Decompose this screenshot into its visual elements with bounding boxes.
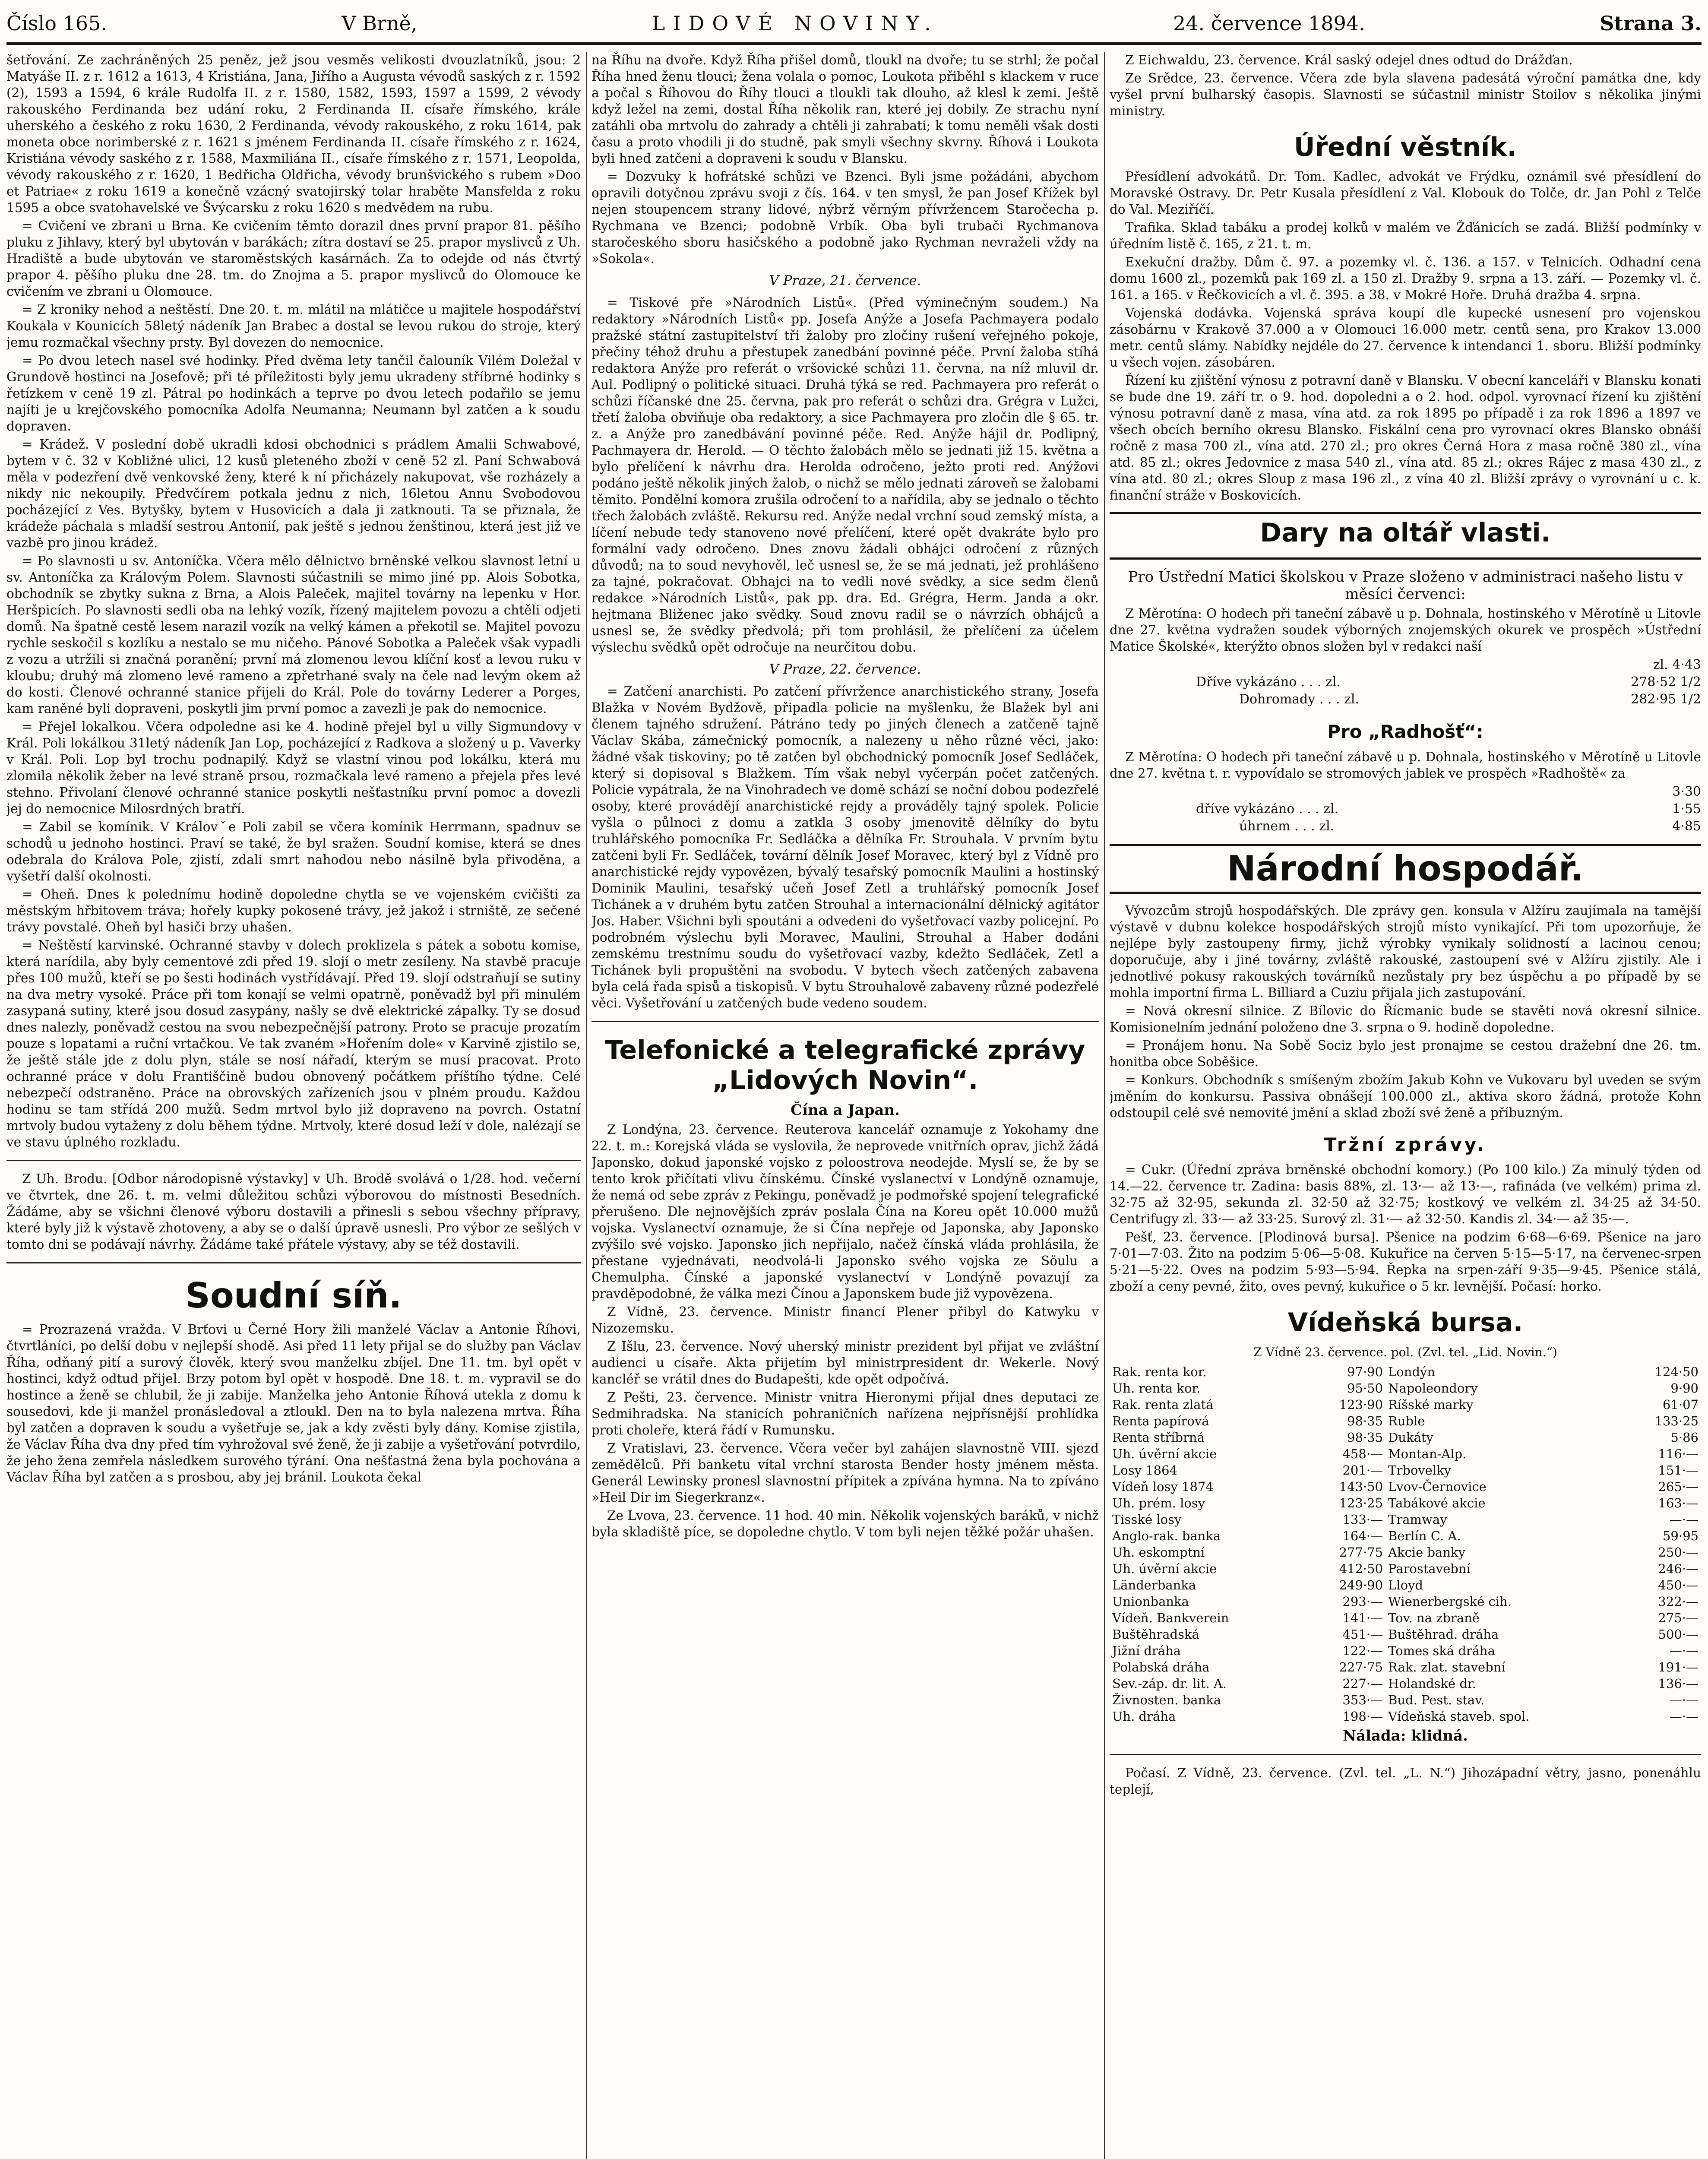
bourse-row <box>1110 1462 1701 1478</box>
bourse-value: 450·— <box>1658 1578 1699 1592</box>
weather-report: Počasí. Z Vídně, 23. července. (Zvl. tel. „L. N.“) Jihozápadní větry, jasno, ponenáhlu teplejí, <box>1110 1766 1701 1797</box>
bourse-item: Uh. úvěrní akcie <box>1112 1447 1217 1461</box>
bourse-item: Vídeň. Bankverein <box>1112 1611 1229 1625</box>
bourse-row <box>1110 1593 1701 1610</box>
bourse-item: Londýn <box>1388 1364 1436 1379</box>
article-theft: = Krádež. V poslední době ukradli kdosi obchodnici s prádlem Amalii Schwabové, bytem v č. 32 v Kobližné ulici, 12 kusů pleteného zboží v ceně 52 zl. Paní Schwabová měla v podezření dvě venkovské ženy, které k ní přicházely nakupovat, vše rozházely a nikdy nic nekoupily. Předvčírem potkala jednu z nich, 16letou Annu Svobodovou pocházející z Ves. Bytyšky, bytem v Husovicích a dala ji zatknouti. Ta se přiznala, že krádeže páchala s mladší sestrou Antonií, pak ještě s jednou ženštinou, která jest již ve vazbě pro jinou krádež. <box>6 437 581 550</box>
bourse-subtitle: Z Vídně 23. července. pol. (Zvl. tel. „Lid. Novin.“) <box>1253 1345 1557 1359</box>
market-sugar: = Cukr. (Úřední zpráva brněnské obchodní komory.) (Po 100 kilo.) Za minulý týden od 14.—22. července tr. Zadina: basis 88%, zl. 13·— až 13·—, rafináda (ve velkém) prima zl. 32·75 až 32·95, sekunda zl. 32·50 až 32·75; kostkový ve velkém zl. 34·25 až 34·50. Centrifugy zl. 33·— až 33·25. Surový zl. 31·— až 32·50. Kandis zl. 34·— až 35·—. <box>1110 1162 1701 1226</box>
bourse-item: Lloyd <box>1388 1578 1423 1592</box>
bourse-item: Anglo-rak. banka <box>1112 1529 1221 1543</box>
bourse-item: Rak. renta zlatá <box>1112 1397 1214 1412</box>
bourse-value: 458·— <box>1342 1447 1383 1461</box>
bourse-item: Wienerbergské cih. <box>1388 1594 1512 1609</box>
bourse-item: Ruble <box>1388 1414 1425 1428</box>
bourse-value: 133·— <box>1342 1512 1383 1527</box>
bourse-item: Tabákové akcie <box>1388 1496 1486 1510</box>
bourse-item: Ríšské marky <box>1388 1397 1474 1412</box>
article-found-watch: = Po dvou letech nasel své hodinky. Před dvěma lety tančil čalouník Vilém Doležal v Grundově hostinci na Josefově; při té příležitosti byly jemu ukradeny stříbrné hodinky s řetízkem v ceně 19 zl. Pátral po hodinkách a teprve po dvou letech podařilo se jemu najíti je u krejčovského pomocníka Adolfa Neumanna; Neumann byl zatčen a k soudu dopraven. <box>6 353 581 434</box>
bourse-value: 136·— <box>1658 1676 1699 1691</box>
donation-previous: 1·55 <box>1672 801 1701 817</box>
section-title-donations: Dary na oltář vlasti. <box>1260 518 1551 548</box>
bourse-table <box>1110 1364 1701 1725</box>
donation-row <box>1110 783 1701 801</box>
place: V Brně, <box>342 12 418 35</box>
bourse-item: Buštěhradská <box>1112 1627 1199 1642</box>
article-coins: šetřování. Ze zachráněných 25 peněz, jež jsou vesměs velikosti dvouzlatníků, jsou: 2 Matyáše II. z r. 1612 a 1613, 4 Kristiána, Jana, Jiřího a Augusta vévodů saských z r. 1592 (2), 1593 a 1594, 6 krále Rudolfa II. z r. 1580, 1582, 1593, 1597 a 1599, 2 vévody rakouského Ferdinanda bez udání roku, 2 Ferdinanda II. císaře římského, krále uherského a českého z roku 1630, 2 Ferdinanda, vévody rakouského, z roku 1614, pak moneta obce norimberské z r. 1621 s jménem Ferdinanda II. císaře římského z r. 1624, Kristiána vévody saského z r. 1588, Maxmiliána II., císaře římského z r. 1571, Leopolda, vévody rakouského z r. 1620, 1 Bedřicha Oldřicha, vévody brunšvického s rubem »Doo et Patriae« z roku 1619 a konečně vzácný svatojirský tolar hraběte Mansfelda z roku 1595 a obce svatohavelské ve Švýcarsku z roku 1620 s medvědem na rubu. <box>6 53 581 215</box>
market-pest: Pešť, 23. července. [Plodinová bursa]. Pšenice na podzim 6·68—6·69. Pšenice na jaro 7·01—7·03. Žito na podzim 5·06—5·08. Kukuřice na červen 5·15—5·17, na červenec-srpen 5·21—5·22. Oves na podzim 5·93—5·94. Řepka na srpen-září 9·35—9·45. Pšenice stálá, zboží a ceny pevné, žito, oves pevný, kukuřice o 5 kr. levnější. Počasí: horko. <box>1110 1230 1701 1294</box>
column-divider <box>1104 52 1105 2159</box>
issue-date: 24. července 1894. <box>1173 12 1365 35</box>
bourse-item: Tisské losy <box>1112 1512 1182 1527</box>
column-2 <box>591 52 1099 2159</box>
bourse-value: 123·25 <box>1339 1496 1383 1510</box>
bourse-item: Dukáty <box>1388 1430 1433 1445</box>
bourse-item: Holandské dr. <box>1388 1676 1476 1691</box>
bourse-value: 98·35 <box>1347 1414 1383 1428</box>
bourse-item: Tomes ská dráha <box>1388 1643 1496 1658</box>
bourse-value: —·— <box>1669 1643 1699 1658</box>
bourse-row <box>1110 1561 1701 1577</box>
column-divider <box>586 52 587 2159</box>
bourse-row <box>1110 1659 1701 1675</box>
bourse-value: 61·07 <box>1662 1397 1699 1412</box>
bourse-value: 59·95 <box>1662 1529 1699 1543</box>
article-machines: Vývozcům strojů hospodářských. Dle zprávy gen. konsula v Alžíru zaujímala na tamější výstavě v dubnu kolekce hospodářských strojů místo vynikající. Při tom upozorňuje, že nejlépe byly zastoupeny firmy, jichž výrobky vynikaly solidností a lacinou cenou; doporučuje, aby i jiné továrny, zvláště rakouské, zastoupení své v Alžíru zjistily. Ale i jednotlivé pokusy rakouských továrníků nezůstaly pry bez úspěchu a po případě by se mohla importní firma L. Billiard a Cuziu přijala jich zastupování. <box>1110 903 1701 1000</box>
section-divider <box>6 1160 581 1161</box>
bourse-value: 5·86 <box>1670 1430 1699 1445</box>
bourse-value: 98·35 <box>1347 1430 1383 1445</box>
article-accidents: = Z kroniky nehod a neštěstí. Dne 20. t. m. mlátil na mlátičce u majitele hospodářství Koukala v Kounicích 58letý nádeník Jan Brabec a dostal se levou rukou do stroje, který jemu rozmačkal všechny prsty. Byl dovezen do nemocnice. <box>6 302 581 350</box>
donation-total: 4·85 <box>1672 819 1701 834</box>
economy-box <box>1110 844 1701 894</box>
section-title-market: Tržní zprávy. <box>1324 1134 1487 1155</box>
bourse-value: 124·50 <box>1654 1364 1699 1379</box>
notice-advocates: Přesídlení advokátů. Dr. Tom. Kadlec, advokát ve Frýdku, oznámil své přesídlení do Moravské Ostravy. Dr. Petr Kusala přesídlení z Val. Klobouk do Tolče, dr. Jan Pohl z Telče do Val. Meziříčí. <box>1110 169 1701 217</box>
bourse-item: Lvov-Černovice <box>1388 1479 1487 1494</box>
bourse-value: 198·— <box>1342 1709 1383 1724</box>
bourse-row <box>1110 1708 1701 1725</box>
bourse-value: —·— <box>1669 1693 1699 1707</box>
bourse-row <box>1110 1577 1701 1593</box>
bourse-row <box>1110 1364 1701 1380</box>
news-wroclaw: Z Vratislavi, 23. července. Včera večer byl zahájen slavnostně VIII. sjezd zemědělců. Při banketu vítal vrchní starosta Bender hosty jménem města. Generál Lewinsky pronesl slavnostní přípitek a zpívána hymna. Na to zpíváno »Heil Dir im Siegerkranz«. <box>591 1441 1099 1505</box>
bourse-item: Uh. renta kor. <box>1112 1381 1201 1396</box>
bourse-row <box>1110 1643 1701 1659</box>
section-title-bourse: Vídeňská bursa. <box>1287 1307 1523 1338</box>
bourse-item: Länderbanka <box>1112 1578 1196 1592</box>
donations-box <box>1110 512 1701 560</box>
donation-row: dříve vykázáno . . . zl. 1·55 <box>1110 801 1701 818</box>
bourse-value: 227·75 <box>1339 1660 1383 1675</box>
bourse-value: 97·90 <box>1347 1364 1383 1379</box>
article-uh-brod: Z Uh. Brodu. [Odbor národopisné výstavky] v Uh. Brodě svolává o 1/28. hod. večerní ve čtvrtek, dne 26. t. m. velmi důležitou schůzi výborovou do místnosti Besedních. Žádáme, aby se všichni členové výboru dostavili a přinesli s sebou všechny přípravy, které byly již k výstavě zhotoveny, a aby se o další úpravě usnesli. Pro výbor ze sešlých v tomto dni se podávají návrhy. Žádáme také přátele výstavy, aby se též dostavili. <box>6 1171 581 1252</box>
bourse-row <box>1110 1544 1701 1561</box>
bourse-value: 123·90 <box>1339 1397 1383 1412</box>
bourse-value: 201·— <box>1342 1463 1383 1478</box>
donation-row: zl. 4·43 <box>1653 657 1701 672</box>
bourse-item: Tramway <box>1388 1512 1447 1527</box>
article-fire: = Oheň. Dnes k polednímu hodině dopoledne chytla se ve vojenském cvičišti za městským hřbitovem tráva; hořely kupky pokosené trávy, jež jakož i strniště, ze sečené trávy povstalé. Oheň byl hasiči brzy uhašen. <box>6 887 581 934</box>
news-vienna: Z Vídně, 23. července. Ministr financí Plener přibyl do Katwyku v Nizozemsku. <box>591 1304 1099 1336</box>
page-header <box>6 9 1702 38</box>
donation-amount: 4·43 <box>1672 657 1701 672</box>
section-divider <box>6 1262 581 1263</box>
bourse-value: 322·— <box>1658 1594 1699 1609</box>
bourse-item: Živnosten. banka <box>1112 1693 1221 1707</box>
article-hunting: = Pronájem honu. Na Sobě Sociz bylo jest pronajme se cestou dražební dne 26. tm. honitba obce Soběšice. <box>1110 1038 1701 1069</box>
article-bzenec: = Dozvuky k hofrátské schůzi ve Bzenci. Byli jsme požádáni, abychom opravili dotyčnou zprávu svoji z čís. 164. v ten smysl, že pan Josef Křížek byl nejen stoupencem strany lidové, nýbrž věrným přívržencem Staročecha p. Rychmana ve Bzenci; podobně Vrbík. Oba byli trubači Rychmanova staročeského sboru hasičského a podobně jako Rychman nevraželi vždy na »Sokola«. <box>591 169 1099 266</box>
bourse-item: Akcie banky <box>1388 1545 1465 1560</box>
bourse-row <box>1110 1626 1701 1643</box>
article-murder-cont: na Říhu na dvoře. Když Říha přišel domů, tloukl na dvoře; tu se strhl; že počal Říha hned ženu tlouci; žena volala o pomoc, Loukota přiběhl s klackem v ruce a počal s Říhovou do Říhy tlouci a tloukli tak dlouho, až klesl k zemi. Ještě když ležel na zemi, dostal Říha několik ran, které jej dobily. Ze strachu nyní zatáhli oba mrtvolu do zahrady a chtěli ji zahrabati; k tomu neměli však dosti času a proto vhodili ji do studně, pak smyli všechny skvrny. Říhová i Loukota byli hned zatčeni a dopraveni k soudu v Blansku. <box>591 53 1099 166</box>
article-antonicek: = Po slavnosti u sv. Antoníčka. Včera mělo dělnictvo brněnské velkou slavnost letní u sv. Antoníčka za Královým Polem. Slavnosti súčastnili se mimo jiné pp. Alois Sobotka, obchodník se zbytky sukna z Brna, a Alois Paleček, majitel továrny na lepenku v Hor. Heršpicích. Po slavnosti sedli oba na lehký vozík, řízený majitelem povozu a chtěli odjeti domů. Na špatně cestě lesem narazil vozík na velký kámen a překotil se. Majitel povozu rychle seskočil s kozlíku a nestalo se mu ničeho. Pánové Sobotka a Paleček však vypadli z vozu a utržili si značná poranění; první má zlomenou levou klíční kosť a levou ruku v kloubu; druhý má zlomeno levé rameno a zpřetrhané svaly na čele nad levým okem až do kosti. Členové ochranné stanice přijeli do Král. Pole do továrny Lederer a Porges, kam raněné byli dopraveni, poskytli jim první pomoc a zavezli je pak do nemocnice. <box>6 554 581 716</box>
bourse-row <box>1110 1511 1701 1528</box>
bourse-value: 500·— <box>1658 1627 1699 1642</box>
page-number: Strana 3. <box>1600 12 1702 35</box>
news-sofia: Ze Srědce, 23. července. Včera zde byla slavena padesátá výroční památka dne, kdy vyšel první bulharský časopis. Slavnosti se súčastnil ministr Stoilov s několika jinými ministry. <box>1110 71 1701 118</box>
article-road: = Nová okresní silnice. Z Bílovic do Řícmanic bude se stavěti nová okresní silnice. Komisionelním jednání položeno dne 3. srpna o 9. hodině dopoledne. <box>1110 1004 1701 1035</box>
article-military-exercise: = Cvičení ve zbrani u Brna. Ke cvičením těmto dorazil dnes první prapor 81. pěšího pluku z Jihlavy, který byl ubytován v barákách; zítra dostaví se 25. prapor myslivců z Uh. Hradiště a bude ubytován ve staroměstských kasárnách. Za to odejde od nás čtvrtý prapor 4. pěšího pluku dne 28. tm. do Znojma a 5. prapor myslivců do Olomouce ke cvičením ve zbrani u Olomouce. <box>6 218 581 299</box>
bourse-item: Unionbanka <box>1112 1594 1189 1609</box>
news-ischl: Z Išlu, 23. července. Nový uherský ministr prezident byl přijat ve zvláštní audienci u císaře. Akta přijetím byl ministrpresident dr. Wekerle. Nový kancléř se vrátil dnes do Budapešti, kde opět odpočívá. <box>591 1339 1099 1387</box>
bourse-value: 163·— <box>1658 1496 1699 1510</box>
bourse-item: Jižní dráha <box>1112 1643 1181 1658</box>
bourse-item: Uh. prém. losy <box>1112 1496 1205 1510</box>
bourse-row <box>1110 1528 1701 1544</box>
masthead-title: LIDOVÉ NOVINY. <box>652 12 939 35</box>
dateline: V Praze, 21. července. <box>769 273 921 288</box>
donation-row: Dříve vykázáno . . . zl. 278·52 1/2 <box>1110 674 1701 691</box>
dateline: V Praze, 22. července. <box>769 662 921 677</box>
bourse-value: 249·90 <box>1339 1578 1383 1592</box>
bourse-row <box>1110 1429 1701 1446</box>
bourse-item: Rak. renta kor. <box>1112 1364 1207 1379</box>
bourse-row <box>1110 1478 1701 1495</box>
bourse-value: 95·50 <box>1347 1381 1383 1396</box>
bourse-item: Uh. eskomptní <box>1112 1545 1205 1560</box>
donation-row: úhrnem . . . zl. 4·85 <box>1110 818 1701 835</box>
bourse-value: —·— <box>1669 1512 1699 1527</box>
bourse-item: Buštěhrad. dráha <box>1388 1627 1499 1642</box>
bourse-item: Polabská dráha <box>1112 1660 1210 1675</box>
news-lviv: Ze Lvova, 23. července. 11 hod. 40 min. Několik vojenských baráků, v nichž byla skladiště píce, se dopoledne chytlo. V tom byli nejen těžké požár uhašen. <box>591 1508 1099 1539</box>
bourse-item: Renta stříbrná <box>1112 1430 1205 1445</box>
bourse-value: 246·— <box>1658 1561 1699 1576</box>
bourse-value: 265·— <box>1658 1479 1699 1494</box>
bourse-row <box>1110 1446 1701 1462</box>
news-eichwald: Z Eichwaldu, 23. července. Král saský odejel dnes odtud do Drážďan. <box>1125 53 1573 67</box>
article-chimney-sweep: = Zabil se komínik. V Královˇe Poli zabil se včera komínik Herrmann, spadnuv se schodů u jednoho hostinci. Praví se také, že byl sražen. Soudní komise, která se dnes odebrala do Králova Pole, zjistí, zdali smrt nahodou nebo násilně byla přivoděna, a vyšetří další okolnosti. <box>6 820 581 883</box>
bourse-value: 133·25 <box>1654 1414 1699 1428</box>
bourse-value: 275·— <box>1658 1611 1699 1625</box>
bourse-item: Vídeň losy 1874 <box>1112 1479 1214 1494</box>
bourse-item: Uh. úvěrní akcie <box>1112 1561 1217 1576</box>
bourse-item: Sev.-záp. dr. lit. A. <box>1112 1676 1227 1691</box>
bourse-value: 9·90 <box>1670 1381 1699 1396</box>
bourse-value: 277·75 <box>1339 1545 1383 1560</box>
column-1 <box>6 52 581 2159</box>
bourse-row <box>1110 1396 1701 1413</box>
notice-auctions: Exekuční dražby. Dům č. 97. a pozemky vl. č. 136. a 157. v Telnicích. Odhadní cena domu 1600 zl., pozemků pak 169 zl. a 150 zl. Dražby 9. srpna a 13. září. — Pozemky vl. č. 161. a 165. v Řečkovicích a vl. č. 395. a 38. v Mokré Hoře. Druhá dražba 4. srpna. <box>1110 255 1701 302</box>
bourse-item: Trbovelky <box>1388 1463 1452 1478</box>
bourse-row <box>1110 1692 1701 1708</box>
bourse-value: 122·— <box>1342 1643 1383 1658</box>
bourse-item: Montan-Alp. <box>1388 1447 1467 1461</box>
section-divider <box>1110 1754 1701 1755</box>
bourse-row <box>1110 1675 1701 1692</box>
article-narodni-listy: = Tiskové pře »Národních Listů«. (Před výminečným soudem.) Na redaktory »Národních Listů« pp. Josefa Anýže a Josefa Pachmayera podalo pražské státní zastupitelství tři žaloby pro zločiny rušení veřejného pokoje, přečiny téhož druhu a přestupek zanedbání povinné péče. První žaloba stíhá redaktora Anýže pro referát o vršovické schůzi 11. června, na níž mluvil dr. Aul. Podlipný o politické situaci. Druhá týká se red. Pachmayera pro referát o schůzi říčanské dne 25. června, pak pro referát o schůzi dra. Grégra v Lužci, třetí žaloba obviňuje oba redaktory, a sice Pachmayera pro zločin dle § 65. tr. z. a Anýže pro zanedbávání povinné péče. Red. Anýže hájil dr. Podlipný, Pachmayera dr. Herold. — O těchto žalobách mělo se jednati již 15. května a bylo přelíčení k návrhu dra. Herolda odročeno, ježto proti red. Anýžovi podáno ještě několik jiných žalob, o nichž se mělo jednati zároveň se žalobami těmito. Pondělní komora zrušila odročení to a nařídila, aby se jednalo o těchto třech žalobách zvláště. Rekursu red. Anýže nedal vrchní soud zemský místa, a líčení nebude tedy stanoveno nové přelíčení, které opět dvakráte bylo pro formální vady odročeno. Dnes znovu žádali obhájci odročení z různých důvodů; na to soud nevyhověl, leč usnesl se, že se má jednati, jež prohlášeno za tajné, pokračovat. Obhajci na to vedli nové svědky, a sice sedm členů redakce »Národních Listů«, pak pp. dra. Ed. Grégra, Herm. Janda a okr. hejtmana Bliženec jako svědky. Soud znovu radil se o návrzích obhájců a usnesl se, že svědky předvolá; při tom prohlásil, že přelíčení za účelem výslechu svědků opět odročuje na neurčitou dobu. <box>591 295 1099 655</box>
bourse-item: Bud. Pest. stav. <box>1388 1693 1485 1707</box>
article-bankruptcy: = Konkurs. Obchodník s smíšeným zbožím Jakub Kohn ve Vukovaru byl uveden se svým jměním do konkursu. Passiva obnášejí 100.000 zl., aktiva skoro žádná, protože Kohn odstoupil celé své nemovité jmění a sklad zboží své ženě a příbuzným. <box>1110 1073 1701 1120</box>
bourse-value: 412·50 <box>1339 1561 1383 1576</box>
bourse-item: Vídeňská staveb. spol. <box>1388 1709 1530 1724</box>
issue-number: Číslo 165. <box>6 12 107 35</box>
bourse-value: 227·— <box>1342 1676 1383 1691</box>
bourse-item: Tov. na zbraně <box>1388 1611 1480 1625</box>
bourse-row <box>1110 1610 1701 1626</box>
bourse-item: Losy 1864 <box>1112 1463 1178 1478</box>
donations-intro: Pro Ústřední Matici školskou v Praze složeno v administraci našeho listu v měsíci červenci: <box>1128 568 1683 603</box>
bourse-value: 143·50 <box>1339 1479 1383 1494</box>
bourse-item: Napoleondory <box>1388 1381 1478 1396</box>
section-divider <box>591 1021 1099 1022</box>
donation-radhost: Z Měrotína: O hodech při taneční zábavě u p. Dohnala, hostinského v Měrotíně u Litovle dne 27. května t. r. vypovídalo se stromových jablek ve prospěch »Radhoště« za <box>1110 750 1701 781</box>
bourse-value: 293·— <box>1342 1594 1383 1609</box>
bourse-row <box>1110 1380 1701 1396</box>
bourse-item: Rak. zlat. stavební <box>1388 1660 1506 1675</box>
donation-row: Dohromady . . . zl. 282·95 1/2 <box>1110 691 1701 708</box>
bourse-value: 164·— <box>1342 1529 1383 1543</box>
section-title-telegraph: Telefonické a telegrafické zprávy „Lidových Novin“. <box>605 1035 1085 1095</box>
donation-previous: 278·52 1/2 <box>1631 674 1701 690</box>
bourse-value: —·— <box>1669 1709 1699 1724</box>
bourse-item: Renta papírová <box>1112 1414 1209 1428</box>
donation-merotin: Z Měrotína: O hodech při taneční zábavě u p. Dohnala, hostinského v Měrotíně u Litovle dne 27. května vydražen soudek výborných znojemských okurek ve prospěch »Ústřední Matice Školské«, kterýžto obnos složen byl v redakci naší <box>1110 606 1701 654</box>
bourse-item: Uh. dráha <box>1112 1709 1176 1724</box>
bourse-value: 116·— <box>1658 1447 1699 1461</box>
bourse-value: 191·— <box>1658 1660 1699 1675</box>
bourse-item: Berlín C. A. <box>1388 1529 1461 1543</box>
section-title-radhost: Pro „Radhošť“: <box>1327 721 1483 742</box>
article-karvina: = Neštěstí karvinské. Ochranné stavby v dolech proklizela s pátek a sobotu komise, která narídila, aby byly cementové zdi před 19. slojí o metr zesíleny. Na stavbě pracuje přes 100 mužů, kteří se po šesti hodinách vystřídávají. Před 19. slojí odstraňují se sutiny na dva metry vysoké. Práce při tom konají se velmi opatrně, poněvadž byl při minulém zasypaná sutiny, které jsou dosud zasypány, našly se dvě elektrické zápalky. Ty se dosud dnes nalezly, poněvadž cestou na svou nebezpečnější patrony. Proto se pracuje prozatím pouze s lopatami a ruční vrtačkou. Ve tak zvaném »Hořením dole« v Karvině zjistilo se, že ještě stále jde z dolu plyn, stále se nosí nářadí, kterým se musí pracovat. Proto ochranné práce v dolu Františčině budou obnovený počátkem příštího týdne. Celé nebezpečí odstraněno. Práce na obrovských zařízeních jsou v plném proudu. Každou hodinu se tam střídá 200 mužů. Sedm mrtvol bylo již dopraveno na povrch. Ostatní mrtvoly budou vytaženy z dolu během týdne. Mrtvoly, které dosud leží v dole, nalézají se ve stavu úplného rozkladu. <box>6 938 581 1149</box>
section-subtitle: Čína a Japan. <box>791 1102 900 1119</box>
notice-military-supply: Vojenská dodávka. Vojenská správa koupí dle kupecké usnesení pro vojenskou zásobárnu v Krakově 37.000 a v Olomouci 16.000 metr. centů sena, pro Krakov 13.000 metr. centů slámy. Nabídky nejdéle do 27. července k intendanci 1. sboru. Bližší podmínky u všech vojen. zásobáren. <box>1110 306 1701 370</box>
notice-trafika: Trafika. Sklad tabáku a prodej kolků v malém ve Žďánicích se zadá. Bližší podmínky v úředním listě č. 165, z 21. t. m. <box>1110 220 1701 251</box>
notice-blansko-tax: Řízení ku zjištění výnosu z potravní daně v Blansku. V obecní kanceláři v Blansku konati se bude dne 19. září tr. o 9. hod. dopoledni a o 2. hod. odpol. vyrovnací řízení ku zjištění výnosu potravní daně z masa, vína atd. za rok 1895 po případě i za rok 1896 a 1897 ve všech obcích berního okresu Blansko. Fiskální cena pro vyrovnací okres Blansko obnáší ročně z masa 700 zl., vína atd. 270 zl.; pro okres Černá Hora z masa ročně 380 zl., vína atd. 85 zl.; okres Jedovnice z masa 540 zl., vína atd. 85 zl.; okres Rájec z masa 430 zl., z vína atd. 80 zl.; okres Sloup z masa 196 zl., z vína 40 zl. Bližší zprávy o vyrovnání u c. k. finanční stráže v Boskovicích. <box>1110 373 1701 503</box>
bourse-value: 250·— <box>1658 1545 1699 1560</box>
bourse-item: Parostavební <box>1388 1561 1471 1576</box>
bourse-value: 451·— <box>1342 1627 1383 1642</box>
column-3 <box>1110 52 1701 2159</box>
article-anarchists: = Zatčení anarchisti. Po zatčení přívržence anarchistického strany, Josefa Blažka v Novém Bydžově, připadla policie na myšlenku, že Blažek byl ani členem tajného sdružení. Pátráno tedy po jiných členech a zatčeně tajně Václav Skába, zámečnický pomocník, a nalezeny u něho různé věci, jako: žádné však tiskoviny; po tě zatčen byl obchodnický pomocník Josef Sedláček, který si dopisoval s Blažkem. Tím však nebyl vyčerpán počet zatčených. Policie vypátrala, že na Vinohradech ve domě schází se noční dobou podezřelé osoby, které provádějí anarchistické rejdy a prováděly tajný spolek. Policie vyšla o půlnoci z domu a zatkla 3 osoby jmenovitě dělníky do bytu truhlářského pomocníka Fr. Sedláčka a dělníka Fr. Strouhala. V prvním bytu zatčeni byli Fr. Sedláček, tovární dělník Josef Moravec, který byl z Vídně pro anarchistické rejdy vypovězen, bývalý tesařský pomocník Maulini a hostinský Dominik Maulini, tesařský učeň Josef Zetl a truhlářský pomocník Josef Tichánek a v druhém bytu zatčen Strouhal a internacionální dělnický agitátor Jos. Haber. Všichni byli spoutáni a odvedeni do vyšetřovací vazby policejní. Po podrobném výslechu byli Moravec, Maulini, Strouhal a Haber dodáni zemskému trestnímu soudu do vyšetřovací vazby, kdežto Sedláček, Zetl a Tichánek byli propuštěni na svobodu. V bytech všech zatčených zabavena byla celá řada spisů a tiskopisů. V bytu Strouhalově zabaveny různé podezřelé věci. Vyšetřování u zatčených bude vedeno soudem. <box>591 684 1099 1010</box>
bourse-value: 151·— <box>1658 1463 1699 1478</box>
header-rule <box>6 42 1702 45</box>
article-local-train: = Přejel lokalkou. Včera odpoledne asi ke 4. hodině přejel byl u villy Sigmundovy v Král. Poli lokálkou 31letý nádeník Jan Lop, pocházející z Radkova a složený u p. Vaverky v Král. Poli. Lop byl trochu podnapilý. Když se vlastní vinou pod lokálku, která mu zlomila několik žeber na levé straně prsou, rozmačkala levé rameno a přejela přes levé stehno. Přivolaní členové ochranné stanice poskytli nešťastníku první pomoc a dovezli jej do nemocnice Milosrdných bratří. <box>6 719 581 816</box>
news-london: Z Londýna, 23. července. Reuterova kancelář oznamuje z Yokohamy dne 22. t. m.: Korejská vláda se vyslovila, že neprovede vnitřních oprav, jichž žádá Japonsko, dokud japonské vojsko z poloostrova neodejde. Myslí se, že by se tento krok přičítati vlivu čínskému. Čínské vyslanectví v Londýně oznamuje, že nemá od sebe zpráv z Pekingu, poněvadž je podmořské spojení telegrafické přerušeno. Dle nejnovějších zpráv poslala Čína na Koreu opět 10.000 mužů vojska. Vyslanectví oznamuje, že si Čína nepřeje od Japonska, aby Japonsko zvýšilo své vojsko. Japonsko jich nepřijalo, načež čínská vláda prohlásila, že přestane vyjednávati, neodvolá-li Japonsko svého vojska ze Söulu a Chemulpha. Čínské a japonské vyslanectví v Londýně povazují za pravděpodobné, že válka mezi Čínou a Japonskem bude již vypovězena. <box>591 1122 1099 1301</box>
bourse-value: 141·— <box>1342 1611 1383 1625</box>
section-title-economy: Národní hospodář. <box>1227 848 1584 889</box>
bourse-value: 353·— <box>1342 1693 1383 1707</box>
section-title-official: Úřední věstník. <box>1294 132 1517 162</box>
bourse-row <box>1110 1495 1701 1511</box>
section-title-court: Soudní síň. <box>185 1276 402 1316</box>
news-pest: Z Pešti, 23. července. Ministr vnitra Hieronymi přijal dnes deputaci ze Sedmihradska. Na stanicích pohraničních nařízena nejpřísnější prohlídka proti choleře, která řádí v Rumunsku. <box>591 1390 1099 1437</box>
donation-amount: 3·30 <box>1672 784 1701 799</box>
bourse-row <box>1110 1413 1701 1429</box>
bourse-mood: Nálada: klidná. <box>1343 1727 1468 1744</box>
article-murder: = Prozrazená vražda. V Brťovi u Černé Hory žili manželé Václav a Antonie Říhovi, čtvrtláníci, po delší dobu v nejlepší shodě. Asi před 11 lety přijal se do služby pan Václav Říha, odňaný pití a surový člověk, který svou manželku zbíjel. Dne 11. tm. byl opět v hostinci, když odtud přijel. Brzy potom byl opět v hospodě. Dne 18. t. m. vypravil se do hostince a ženě se chlubil, že ji zabije. Manželka jeho Antonie Říhová utekla z domu k sousedovi, kde ji manžel pronásledoval a ztloukl. Den na to byla nalezena mrtva. Říha byl zatčen a dopraven k soudu a vyšetřuje se, jak a kdy zvěsti byly dány. Komise zjistila, že Václav Říha dva dny před tím vyhrožoval své ženě, že ji zabije a vyšetřování potvrdilo, že jeho žena zemřela následkem surového týrání. Ona nešťastná žena byla pochována a Václav Říha byl zatčen a s prosbou, aby jej bránil. Loukota čekal <box>6 1322 581 1485</box>
donation-total: 282·95 1/2 <box>1631 692 1701 707</box>
